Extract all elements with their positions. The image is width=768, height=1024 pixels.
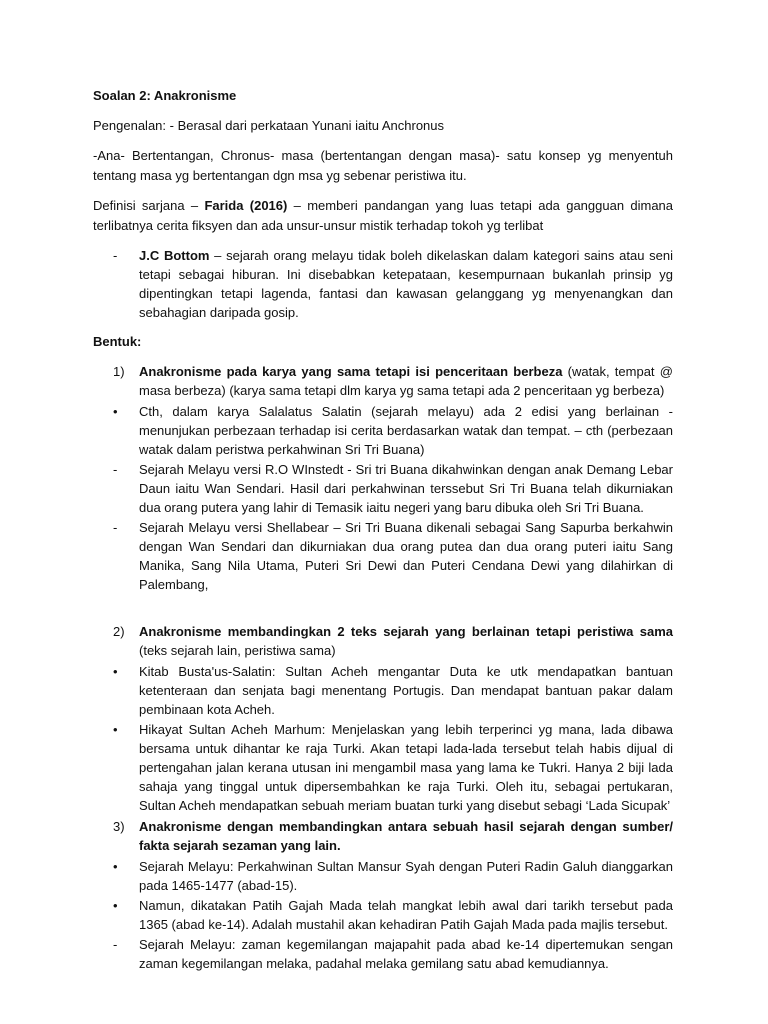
scholar-definition [93, 196, 673, 236]
section-2-title: Anakronisme membandingkan 2 teks sejarah yang berlainan tetapi peristiwa sama [139, 624, 673, 639]
list-marker: - [113, 520, 118, 535]
section-number: 2) [113, 624, 125, 639]
list-item-text: Sejarah Melayu: Perkahwinan Sultan Mansur Syah dengan Puteri Radin Galuh dianggarkan pada 1465-1477 (abad-15). [139, 859, 673, 893]
intro-definition: -Ana- Bertentangan, Chronus- masa (bertentangan dengan masa)- satu konsep yg menyentuh tentang masa yg bertentangan dgn msa yg sebenar peristiwa itu. [93, 148, 673, 183]
list-item [93, 662, 673, 719]
list-item-text: Sejarah Melayu versi R.O WInstedt - Sri tri Buana dikahwinkan dengan anak Demang Lebar Daun iaitu Wan Sendari. Hasil dari perkahwinan terssebut Sri Tri Buana telah dikurniakan dua orang putera yang lahir di Temasik iaitu negeri yang baru dibuka oleh Sri Tri Buana. [139, 462, 673, 515]
list-marker: • [113, 664, 118, 679]
list-item [93, 460, 673, 517]
document-page [93, 86, 673, 973]
list-item [93, 402, 673, 459]
list-item [93, 935, 673, 973]
list-marker: • [113, 404, 118, 419]
section-number: 3) [113, 819, 125, 834]
spacer [93, 594, 673, 622]
list-item [93, 720, 673, 815]
intro-label: Pengenalan: [93, 118, 167, 133]
bentuk-heading: Bentuk: [93, 334, 142, 349]
list-item [93, 857, 673, 895]
jc-bottom-item [93, 246, 673, 322]
def-scholar: Farida (2016) [204, 198, 288, 213]
list-item [93, 518, 673, 594]
section-1-note: (watak, tempat @ masa berbeza) (karya sama tetapi dlm karya yg sama tetapi ada 2 penceritaan yg berbeza) [139, 364, 673, 398]
section-1-heading [93, 362, 673, 400]
list-marker: - [113, 248, 118, 263]
page-title: Soalan 2: Anakronisme [93, 88, 237, 103]
list-item-text: Sejarah Melayu: zaman kegemilangan majapahit pada abad ke-14 dipertemukan sengan zaman kegemilangan melaka, padahal melaka gemilang satu abad kemudiannya. [139, 937, 673, 971]
list-marker: • [113, 898, 118, 913]
list-marker: • [113, 859, 118, 874]
list-item-text: Kitab Busta'us-Salatin: Sultan Acheh mengantar Duta ke utk mendapatkan bantuan ketenteraan dan senjata bagi menentang Portugis. Dan mendapat bantuan pakar dalam pembinaan kota Acheh. [139, 664, 673, 717]
section-2-heading [93, 622, 673, 660]
list-item-text: Namun, dikatakan Patih Gajah Mada telah mangkat lebih awal dari tarikh tersebut pada 1365 (abad ke-14). Adalah mustahil akan kehadiran Patih Gajah Mada pada majlis tersebut. [139, 898, 673, 932]
intro-paragraph [93, 116, 673, 136]
list-item-text: Sejarah Melayu versi Shellabear – Sri Tri Buana dikenali sebagai Sang Sapurba berkahwin dengan Wan Sendari dan dikurniakan dua orang putea dan dua orang puteri iaitu Sang Manika, Sang Nila Utama, Puteri Sri Dewi dan Puteri Cendana Dewi yang dilahirkan di Palembang, [139, 520, 673, 592]
section-3-title: Anakronisme dengan membandingkan antara sebuah hasil sejarah dengan sumber/ fakta sejarah sezaman yang lain. [139, 819, 673, 853]
jc-bottom-name: J.C Bottom [139, 248, 210, 263]
section-2-note: (teks sejarah lain, peristiwa sama) [139, 643, 336, 658]
list-item [93, 896, 673, 934]
section-3-heading [93, 817, 673, 855]
def-suffix: – memberi pandangan yang luas tetapi ada gangguan dimana terlibatnya cerita fiksyen dan ada unsur-unsur mistik terhadap tokoh yg terlibat [93, 198, 674, 233]
list-item-text: Hikayat Sultan Acheh Marhum: Menjelaskan yang lebih terperinci yg mana, lada dibawa bersama untuk dihantar ke raja Turki. Akan tetapi lada-lada tersebut telah habis dijual di pertengahan jalan kerana utusan ini mengambil masa yang lama ke Tukri. Hanya 2 biji lada sahaja yang tinggal untuk dipersembahkan ke raja Turki. Oleh itu, sebagai pertukaran, Sultan Acheh mendapatkan sebuah meriam buatan turki yang disebut sebagi ‘Lada Sicupak’ [139, 722, 673, 813]
jc-bottom-text: – sejarah orang melayu tidak boleh dikelaskan dalam kategori sains atau seni tetapi sebagai hiburan. Ini disebabkan ketepataan, kesempurnaan bukanlah prinsip yg dipentingkan tetapi lagenda, fantasi dan kawasan gelanggang yg menyenangkan dan sebahagian daripada gosip. [139, 248, 673, 320]
section-number: 1) [113, 364, 125, 379]
section-1-title: Anakronisme pada karya yang sama tetapi isi penceritaan berbeza [139, 364, 563, 379]
list-marker: - [113, 462, 118, 477]
intro-text: - Berasal dari perkataan Yunani iaitu Anchronus [166, 118, 445, 133]
list-marker: - [113, 937, 118, 952]
list-marker: • [113, 722, 118, 737]
list-item-text: Cth, dalam karya Salalatus Salatin (sejarah melayu) ada 2 edisi yang berlainan - menunjukan perbezaan terhadap isi cerita berdasarkan watak dan tempat. – cth (perbezaan watak dalam peristwa perkahwinan Sri Tri Buana) [139, 404, 673, 457]
def-prefix: Definisi sarjana – [93, 198, 205, 213]
